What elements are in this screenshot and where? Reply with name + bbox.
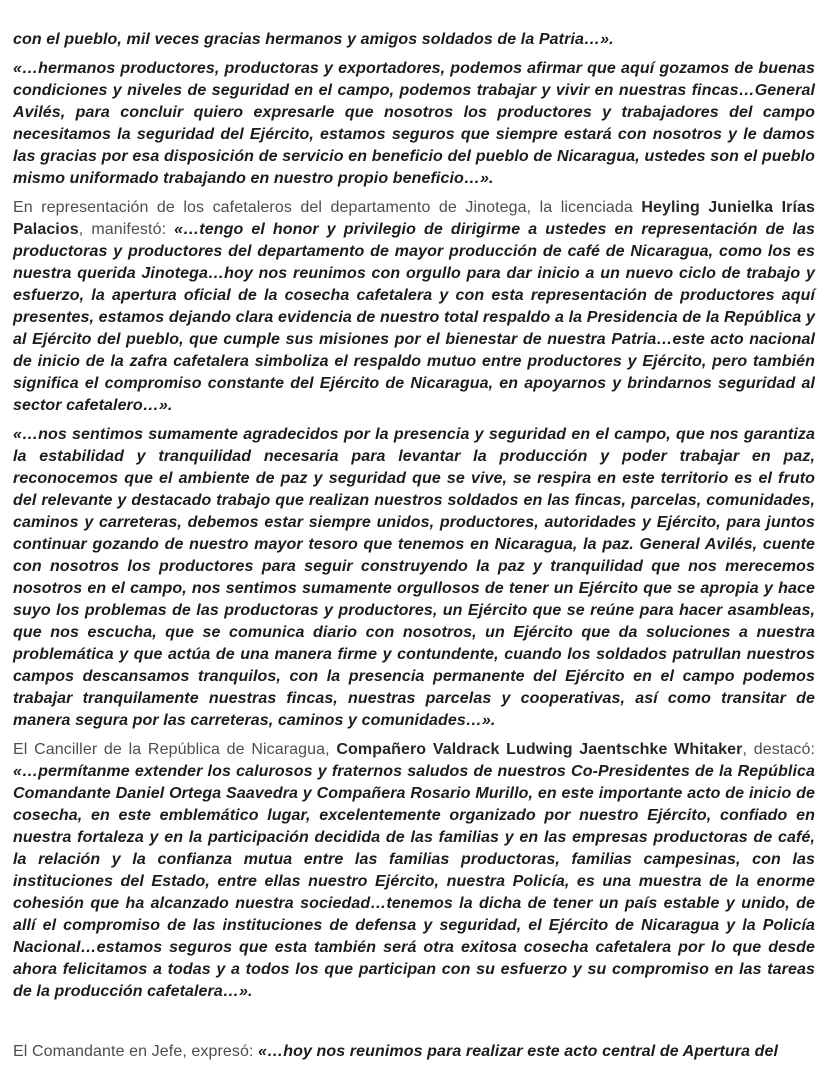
quote-text: «…tengo el honor y privilegio de dirigirme a ustedes en representación de las productoras y productores del departamento de mayor producción de café de Nicaragua, como los es nuestra querida Jinotega…hoy nos reunimos con orgullo para dar inicio a un nuevo ciclo de trabajo y esfuerzo, la apertura oficial de la cosecha cafetalera y con esta representación de productores aquí presentes, estamos dejando clara evidencia de nuestro total respaldo a la Presidencia de la República y al Ejército del pueblo, que cumple sus misiones por el bienestar de nuestra Patria…este acto nacional de inicio de la zafra cafetalera simboliza el respaldo mutuo entre productores y Ejército, pero también significa el compromiso constante del Ejército de Nicaragua, en apoyarnos y brindarnos seguridad al sector cafetalero…». bbox=[13, 221, 815, 414]
quote-text: «…hoy nos reunimos para realizar este acto central de Apertura del bbox=[258, 1043, 779, 1060]
person-name: Heyling Junielka Irías Palacios bbox=[13, 199, 816, 238]
narration-text: El Comandante en Jefe, expresó: bbox=[13, 1043, 259, 1060]
quote-text: con el pueblo, mil veces gracias hermanos y amigos soldados de la Patria…». bbox=[13, 31, 614, 48]
person-name: Compañero Valdrack Ludwing Jaentschke Whitaker bbox=[336, 741, 743, 758]
paragraph-producers-quote bbox=[13, 58, 815, 190]
quote-text: «…hermanos productores, productoras y exportadores, podemos afirmar que aquí gozamos de buenas condiciones y niveles de seguridad en el campo, podemos trabajar y vivir en nuestras fincas…General Avilés, para concluir quiero expresarle que nosotros los productores y trabajadores del campo necesitamos la seguridad del Ejército, estamos seguros que siempre estará con nosotros y le damos las gracias por esa disposición de servicio en beneficio del pueblo de Nicaragua, ustedes son el pueblo mismo uniformado trabajando en nuestro propio beneficio…». bbox=[13, 60, 815, 187]
paragraph-gratitude-quote bbox=[13, 424, 815, 732]
narration-text: El Canciller de la República de Nicaragua, bbox=[13, 741, 337, 758]
document-body bbox=[13, 29, 815, 1063]
paragraph-quote-closing bbox=[13, 29, 815, 51]
quote-text: «…permítanme extender los calurosos y fraternos saludos de nuestros Co-Presidentes de la República Comandante Daniel Ortega Saavedra y Compañera Rosario Murillo, en este importante acto de inicio de cosecha, en este emblemático lugar, excelentemente organizado por nuestro Ejército, confiado en nuestra fortaleza y en la participación decidida de las familias y en las empresas productoras de café, la relación y la confianza mutua entre las familias productoras, familias campesinas, con las instituciones del Estado, entre ellas nuestro Ejército, nuestra Policía, es una muestra de la enorme cohesión que ha alcanzado nuestra sociedad…tenemos la dicha de tener un país estable y unido, de allí el compromiso de las instituciones de defensa y seguridad, el Ejército de Nicaragua y la Policía Nacional…estamos seguros que esta también será otra exitosa cosecha cafetalera por lo que desde ahora felicitamos a todas y a todos los que participan con su esfuerzo y su compromiso en las tareas de la producción cafetalera…». bbox=[13, 763, 815, 1000]
paragraph-chancellor bbox=[13, 739, 815, 1003]
narration-text: , manifestó: bbox=[78, 221, 175, 238]
narration-text: En representación de los cafetaleros del departamento de Jinotega, la licenciada bbox=[13, 199, 642, 216]
paragraph-jinotega-representative bbox=[13, 197, 815, 417]
narration-text: , destacó: bbox=[742, 741, 816, 758]
quote-text: «…nos sentimos sumamente agradecidos por la presencia y seguridad en el campo, que nos garantiza la estabilidad y tranquilidad necesaria para levantar la producción y poder trabajar en paz, reconocemos que el ambiente de paz y seguridad que se vive, se respira en este territorio es el fruto del relevante y destacado trabajo que realizan nuestros soldados en las fincas, parcelas, comunidades, caminos y carreteras, debemos estar siempre unidos, productores, autoridades y Ejército, para juntos continuar gozando de nuestro mayor tesoro que tenemos en Nicaragua, la paz. General Avilés, cuente con nosotros los productores para seguir construyendo la paz y tranquilidad que nos merecemos nosotros en el campo, nos sentimos sumamente orgullosos de tener un Ejército que se apropia y hace suyo los problemas de las productoras y productores, un Ejército que se reúne para hacer asambleas, que nos escucha, que se comunica diario con nosotros, un Ejército que da soluciones a nuestra problemática y que actúa de una manera firme y contundente, cuando los soldados patrullan nuestros campos descansamos tranquilos, con la presencia permanente del Ejército en el campo podemos trabajar tranquilamente nuestras fincas, nuestras parcelas y cooperativas, así como transitar de manera segura por las carreteras, caminos y comunidades…». bbox=[13, 426, 815, 729]
paragraph-commander-in-chief bbox=[13, 1041, 815, 1063]
